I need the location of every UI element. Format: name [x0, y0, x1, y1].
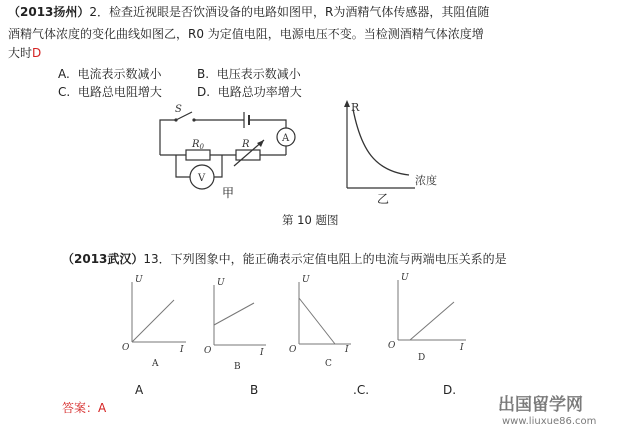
- svg-text:U: U: [217, 278, 225, 288]
- fig-jia-label: 甲: [222, 186, 235, 200]
- figure-caption: 第 10 题图: [282, 213, 339, 227]
- q1-option-c: C. 电路总电阻增大: [58, 85, 162, 99]
- svg-text:I: I: [460, 343, 464, 353]
- site-watermark: [488, 386, 628, 428]
- svg-text:U: U: [302, 275, 310, 285]
- resistance-graph: [335, 95, 455, 205]
- q1-stem-line2: 酒精气体浓度的变化曲线如图乙，R0 为定值电阻，电源电压不变。当检测酒精气体浓度增: [8, 27, 484, 41]
- graph-b: [200, 275, 272, 375]
- q1-source: （2013扬州）: [8, 5, 90, 19]
- circuit-diagram: [150, 100, 310, 200]
- q1-stem-line1: 2．检查近视眼是否饮酒设备的电路如图甲，R为酒精气体传感器，其阻值随: [89, 5, 490, 19]
- watermark-cn: 出国留学网: [498, 395, 583, 415]
- q2-source: （2013武汉）: [62, 252, 144, 266]
- y-arrow-icon: [344, 100, 350, 107]
- r0-label: $R_0$: [192, 139, 204, 151]
- svg-text:I: I: [345, 345, 349, 355]
- q2-stem: 13．下列图象中，能正确表示定值电阻上的电流与两端电压关系的是: [143, 252, 507, 266]
- graph-caption: 乙: [377, 192, 390, 206]
- q2-answer: 答案：A: [62, 401, 107, 415]
- svg-text:I: I: [180, 345, 184, 355]
- svg-text:O: O: [388, 341, 396, 351]
- q2-choice-b: B: [250, 383, 259, 397]
- svg-text:O: O: [122, 343, 130, 353]
- q1-option-d: D. 电路总功率增大: [197, 85, 302, 99]
- ammeter-label: A: [282, 133, 290, 144]
- r-label: R: [242, 139, 250, 150]
- graph-d: [384, 270, 470, 370]
- q1-answer-mark: D: [32, 46, 42, 60]
- graph-y-label: R: [351, 101, 360, 114]
- q1-option-b: B. 电压表示数减小: [197, 67, 301, 81]
- svg-text:U: U: [135, 275, 143, 285]
- svg-text:B: B: [234, 362, 241, 372]
- graph-x-label: 浓度: [415, 174, 437, 187]
- q2-line: [62, 252, 507, 267]
- q1-stem-line3: 大时: [8, 46, 33, 60]
- q1-line-3: [8, 46, 41, 61]
- svg-text:I: I: [260, 348, 264, 358]
- switch-label: S: [175, 104, 182, 115]
- svg-text:D: D: [418, 353, 426, 363]
- q2-choice-a: A: [135, 383, 144, 397]
- graph-c: [285, 270, 357, 370]
- graph-a: [118, 270, 190, 370]
- svg-text:O: O: [204, 346, 212, 356]
- svg-text:O: O: [289, 345, 297, 355]
- watermark-url: www.liuxue86.com: [502, 416, 597, 427]
- q1-line-1: [8, 5, 489, 20]
- svg-text:C: C: [325, 359, 332, 369]
- svg-text:U: U: [401, 273, 409, 283]
- q2-choice-c: .C.: [353, 383, 370, 397]
- q2-choice-d: D.: [443, 383, 457, 397]
- svg-text:A: A: [152, 359, 159, 369]
- q1-option-a: A. 电流表示数减小: [58, 67, 162, 81]
- voltmeter-label: V: [198, 173, 206, 184]
